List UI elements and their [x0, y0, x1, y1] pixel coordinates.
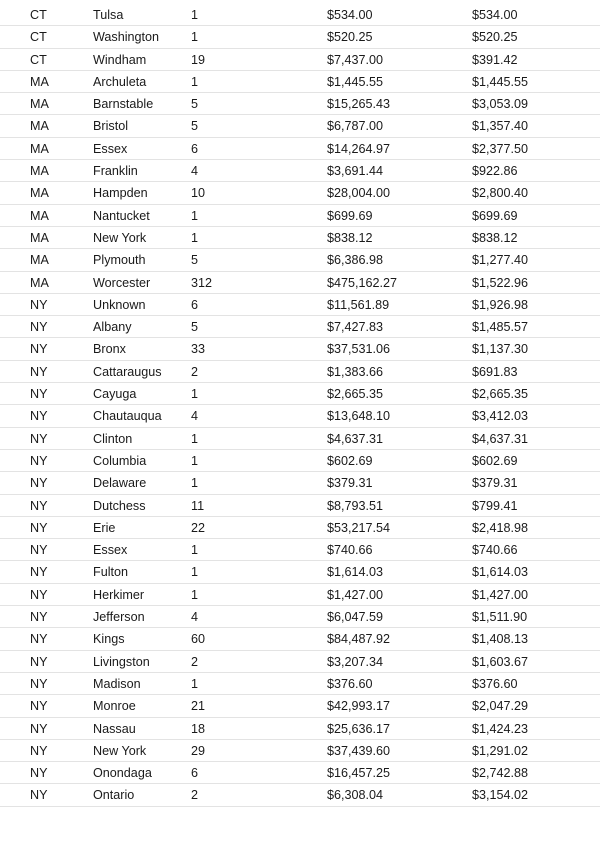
state-cell: NY [30, 699, 48, 714]
total-amount-cell: $37,531.06 [327, 342, 391, 357]
county-cell: Washington [93, 30, 160, 45]
count-cell: 1 [191, 30, 199, 45]
count-cell: 1 [191, 676, 199, 691]
total-amount-cell: $475,162.27 [327, 275, 398, 290]
total-amount-cell: $699.69 [327, 208, 373, 223]
table-row [0, 584, 600, 606]
total-amount-cell: $520.25 [327, 30, 373, 45]
state-cell: MA [30, 97, 49, 112]
total-amount-cell: $3,207.34 [327, 654, 384, 669]
count-cell: 5 [191, 320, 199, 335]
county-cell: Nantucket [93, 208, 150, 223]
total-amount-cell: $6,308.04 [327, 788, 384, 803]
total-amount-cell: $84,487.92 [327, 632, 391, 647]
count-cell: 10 [191, 186, 206, 201]
total-amount-cell: $14,264.97 [327, 141, 391, 156]
count-cell: 29 [191, 743, 206, 758]
state-cell: NY [30, 654, 48, 669]
average-amount-cell: $1,408.13 [472, 632, 529, 647]
count-cell: 1 [191, 8, 199, 22]
count-cell: 4 [191, 610, 199, 625]
table-row [0, 182, 600, 204]
county-cell: Erie [93, 520, 116, 535]
total-amount-cell: $2,665.35 [327, 387, 384, 402]
average-amount-cell: $2,742.88 [472, 766, 529, 781]
average-amount-cell: $3,154.02 [472, 788, 529, 803]
county-cell: Fulton [93, 565, 129, 580]
county-cell: Bronx [93, 342, 126, 357]
average-amount-cell: $1,614.03 [472, 565, 529, 580]
county-cell: New York [93, 743, 147, 758]
average-amount-cell: $1,424.23 [472, 721, 529, 736]
table-row [0, 651, 600, 673]
county-cell: Cattaraugus [93, 364, 162, 379]
average-amount-cell: $520.25 [472, 30, 518, 45]
county-cell: Columbia [93, 453, 147, 468]
state-cell: NY [30, 320, 48, 335]
count-cell: 5 [191, 119, 199, 134]
count-cell: 2 [191, 788, 199, 803]
total-amount-cell: $7,437.00 [327, 52, 384, 67]
state-cell: MA [30, 119, 49, 134]
table-row [0, 561, 600, 583]
table-row [0, 49, 600, 71]
county-cell: Nassau [93, 721, 136, 736]
total-amount-cell: $25,636.17 [327, 721, 391, 736]
count-cell: 4 [191, 409, 199, 424]
county-cell: Kings [93, 632, 125, 647]
average-amount-cell: $1,603.67 [472, 654, 529, 669]
count-cell: 1 [191, 230, 199, 245]
table-row [0, 227, 600, 249]
average-amount-cell: $1,277.40 [472, 253, 529, 268]
county-cell: Hampden [93, 186, 148, 201]
table-row [0, 539, 600, 561]
count-cell: 1 [191, 543, 199, 558]
state-cell: NY [30, 476, 48, 491]
table-row [0, 316, 600, 338]
average-amount-cell: $2,377.50 [472, 141, 529, 156]
table-row [0, 93, 600, 115]
table-row [0, 718, 600, 740]
county-cell: Monroe [93, 699, 136, 714]
total-amount-cell: $8,793.51 [327, 498, 384, 513]
county-cell: Plymouth [93, 253, 146, 268]
table-row [0, 405, 600, 427]
total-amount-cell: $6,386.98 [327, 253, 384, 268]
state-cell: MA [30, 208, 49, 223]
count-cell: 1 [191, 74, 199, 89]
state-cell: NY [30, 610, 48, 625]
count-cell: 19 [191, 52, 206, 67]
state-cell: NY [30, 766, 48, 781]
county-cell: Windham [93, 52, 147, 67]
county-cell: Barnstable [93, 97, 154, 112]
county-cell: Clinton [93, 431, 133, 446]
average-amount-cell: $1,485.57 [472, 320, 529, 335]
count-cell: 33 [191, 342, 206, 357]
county-cell: New York [93, 230, 147, 245]
total-amount-cell: $1,383.66 [327, 364, 384, 379]
total-amount-cell: $6,787.00 [327, 119, 384, 134]
total-amount-cell: $838.12 [327, 230, 373, 245]
state-cell: NY [30, 409, 48, 424]
count-cell: 2 [191, 654, 199, 669]
state-cell: MA [30, 74, 49, 89]
table-row [0, 517, 600, 539]
table-row [0, 628, 600, 650]
count-cell: 4 [191, 164, 199, 179]
county-cell: Herkimer [93, 587, 145, 602]
count-cell: 1 [191, 587, 199, 602]
table-row [0, 450, 600, 472]
table-row [0, 472, 600, 494]
state-cell: NY [30, 788, 48, 803]
state-cell: NY [30, 632, 48, 647]
table-row [0, 115, 600, 137]
state-cell: NY [30, 520, 48, 535]
total-amount-cell: $1,614.03 [327, 565, 384, 580]
average-amount-cell: $602.69 [472, 453, 518, 468]
county-cell: Albany [93, 320, 132, 335]
county-cell: Cayuga [93, 387, 137, 402]
average-amount-cell: $376.60 [472, 676, 518, 691]
count-cell: 5 [191, 253, 199, 268]
county-cell: Jefferson [93, 610, 145, 625]
state-cell: MA [30, 186, 49, 201]
average-amount-cell: $1,137.30 [472, 342, 529, 357]
average-amount-cell: $1,522.96 [472, 275, 529, 290]
table-row [0, 762, 600, 784]
average-amount-cell: $740.66 [472, 543, 518, 558]
average-amount-cell: $2,418.98 [472, 520, 529, 535]
county-cell: Unknown [93, 297, 146, 312]
average-amount-cell: $922.86 [472, 164, 518, 179]
count-cell: 6 [191, 141, 199, 156]
count-cell: 18 [191, 721, 206, 736]
table-row [0, 272, 600, 294]
data-table [0, 4, 600, 807]
state-cell: CT [30, 52, 47, 67]
average-amount-cell: $2,800.40 [472, 186, 529, 201]
table-row [0, 361, 600, 383]
table-row [0, 138, 600, 160]
total-amount-cell: $42,993.17 [327, 699, 391, 714]
table-row [0, 249, 600, 271]
state-cell: MA [30, 253, 49, 268]
county-cell: Franklin [93, 164, 138, 179]
average-amount-cell: $3,412.03 [472, 409, 529, 424]
state-cell: NY [30, 297, 48, 312]
count-cell: 312 [191, 275, 213, 290]
county-cell: Madison [93, 676, 141, 691]
state-cell: NY [30, 587, 48, 602]
table-row [0, 338, 600, 360]
average-amount-cell: $534.00 [472, 8, 518, 22]
average-amount-cell: $1,427.00 [472, 587, 529, 602]
state-cell: NY [30, 676, 48, 691]
total-amount-cell: $602.69 [327, 453, 373, 468]
state-cell: CT [30, 8, 47, 22]
total-amount-cell: $1,427.00 [327, 587, 384, 602]
county-cell: Onondaga [93, 766, 152, 781]
count-cell: 1 [191, 565, 199, 580]
count-cell: 6 [191, 766, 199, 781]
county-cell: Dutchess [93, 498, 146, 513]
county-cell: Essex [93, 543, 128, 558]
average-amount-cell: $799.41 [472, 498, 518, 513]
total-amount-cell: $15,265.43 [327, 97, 391, 112]
total-amount-cell: $379.31 [327, 476, 373, 491]
state-cell: NY [30, 721, 48, 736]
table-row [0, 740, 600, 762]
table-row [0, 205, 600, 227]
count-cell: 1 [191, 387, 199, 402]
average-amount-cell: $391.42 [472, 52, 518, 67]
total-amount-cell: $376.60 [327, 676, 373, 691]
state-cell: NY [30, 387, 48, 402]
state-cell: NY [30, 543, 48, 558]
table-row [0, 784, 600, 806]
average-amount-cell: $838.12 [472, 230, 518, 245]
total-amount-cell: $4,637.31 [327, 431, 384, 446]
count-cell: 60 [191, 632, 206, 647]
average-amount-cell: $1,357.40 [472, 119, 529, 134]
county-cell: Tulsa [93, 8, 124, 22]
average-amount-cell: $379.31 [472, 476, 518, 491]
state-cell: MA [30, 164, 49, 179]
count-cell: 1 [191, 431, 199, 446]
count-cell: 22 [191, 520, 206, 535]
average-amount-cell: $1,445.55 [472, 74, 529, 89]
table-row [0, 294, 600, 316]
table-row [0, 428, 600, 450]
total-amount-cell: $3,691.44 [327, 164, 384, 179]
total-amount-cell: $11,561.89 [327, 297, 390, 312]
table-row [0, 673, 600, 695]
total-amount-cell: $740.66 [327, 543, 373, 558]
table-row [0, 26, 600, 48]
total-amount-cell: $28,004.00 [327, 186, 391, 201]
total-amount-cell: $534.00 [327, 8, 373, 22]
county-cell: Essex [93, 141, 128, 156]
county-cell: Archuleta [93, 74, 147, 89]
count-cell: 2 [191, 364, 199, 379]
count-cell: 21 [191, 699, 206, 714]
total-amount-cell: $16,457.25 [327, 766, 391, 781]
average-amount-cell: $1,926.98 [472, 297, 529, 312]
total-amount-cell: $37,439.60 [327, 743, 391, 758]
table-row [0, 606, 600, 628]
state-cell: NY [30, 364, 48, 379]
average-amount-cell: $2,665.35 [472, 387, 529, 402]
average-amount-cell: $1,291.02 [472, 743, 529, 758]
table-row [0, 495, 600, 517]
average-amount-cell: $3,053.09 [472, 97, 529, 112]
county-cell: Livingston [93, 654, 150, 669]
table-row [0, 71, 600, 93]
state-cell: NY [30, 431, 48, 446]
state-cell: MA [30, 141, 49, 156]
average-amount-cell: $4,637.31 [472, 431, 529, 446]
state-cell: NY [30, 342, 48, 357]
county-cell: Worcester [93, 275, 151, 290]
total-amount-cell: $13,648.10 [327, 409, 391, 424]
total-amount-cell: $7,427.83 [327, 320, 384, 335]
count-cell: 1 [191, 208, 199, 223]
total-amount-cell: $53,217.54 [327, 520, 391, 535]
count-cell: 1 [191, 476, 199, 491]
table-row [0, 4, 600, 26]
state-cell: NY [30, 498, 48, 513]
state-cell: NY [30, 743, 48, 758]
count-cell: 11 [191, 498, 205, 513]
count-cell: 5 [191, 97, 199, 112]
state-cell: MA [30, 275, 49, 290]
total-amount-cell: $1,445.55 [327, 74, 384, 89]
average-amount-cell: $1,511.90 [472, 610, 528, 625]
count-cell: 6 [191, 297, 199, 312]
state-cell: NY [30, 565, 48, 580]
table-row [0, 695, 600, 717]
count-cell: 1 [191, 453, 199, 468]
state-cell: CT [30, 30, 47, 45]
county-cell: Ontario [93, 788, 135, 803]
total-amount-cell: $6,047.59 [327, 610, 384, 625]
table-row [0, 383, 600, 405]
county-cell: Chautauqua [93, 409, 162, 424]
state-cell: MA [30, 230, 49, 245]
table-row [0, 160, 600, 182]
state-cell: NY [30, 453, 48, 468]
average-amount-cell: $699.69 [472, 208, 518, 223]
average-amount-cell: $2,047.29 [472, 699, 529, 714]
average-amount-cell: $691.83 [472, 364, 518, 379]
county-cell: Bristol [93, 119, 128, 134]
county-cell: Delaware [93, 476, 147, 491]
